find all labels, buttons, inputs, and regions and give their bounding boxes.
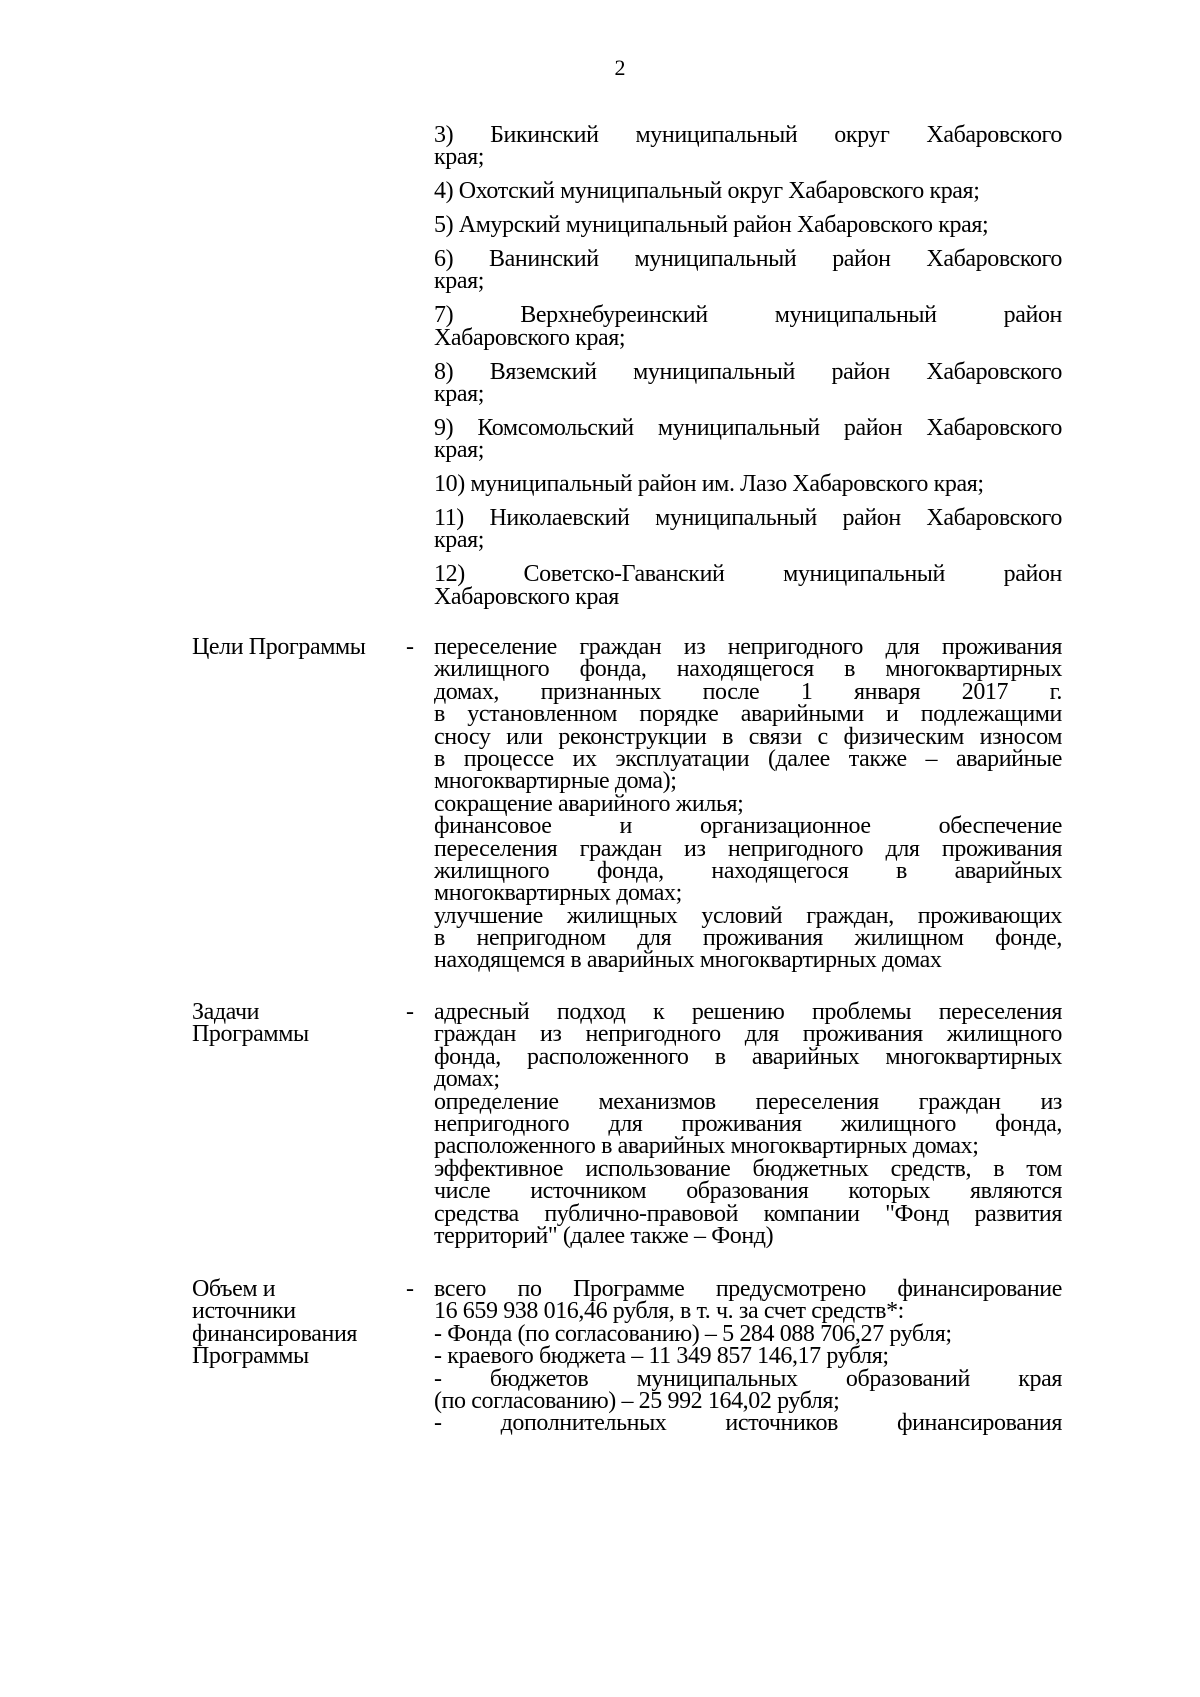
section-dash: -: [406, 1276, 414, 1302]
section-label-line: Объем и: [192, 1276, 276, 1302]
text-line: адресный подход к решению проблемы переселения: [434, 999, 1062, 1025]
page-number: 2: [614, 55, 626, 80]
paragraph: [434, 248, 1062, 293]
paragraph: [434, 563, 1062, 608]
text-line: в непригодном для проживания жилищном фонде,: [434, 925, 1062, 952]
text-line: 4) Охотский муниципальный округ Хабаровского края;: [434, 178, 980, 205]
text-line: территорий" (далее также – Фонд): [434, 1222, 774, 1249]
text-line: домах;: [434, 1066, 500, 1093]
paragraph: [434, 1155, 1062, 1249]
text-line: сокращение аварийного жилья;: [434, 790, 744, 817]
paragraph: [434, 790, 1062, 817]
paragraph: [434, 507, 1062, 552]
text-line: - бюджетов муниципальных образований края: [434, 1365, 1062, 1392]
section-dash: -: [406, 999, 414, 1025]
text-line: улучшение жилищных условий граждан, проживающих: [434, 902, 1062, 929]
text-line: всего по Программе предусмотрено финансирование: [434, 1276, 1062, 1302]
section-label-line: Программы: [192, 1343, 309, 1370]
paragraph: [434, 414, 1062, 464]
paragraph: [434, 358, 1062, 408]
text-line: расположенного в аварийных многоквартирных домах;: [434, 1133, 979, 1160]
text-line: - дополнительных источников финансирования: [434, 1410, 1062, 1437]
text-line: края;: [434, 527, 485, 554]
text-line: 16 659 938 016,46 рубля, в т. ч. за счет средств*:: [434, 1298, 904, 1325]
text-line: многоквартирные дома);: [434, 768, 677, 795]
text-line: края;: [434, 144, 485, 171]
text-line: фонда, расположенного в аварийных многоквартирных: [434, 1043, 1062, 1070]
municipalities-body: [434, 124, 1062, 620]
section-dash: -: [406, 634, 414, 660]
text-line: края;: [434, 437, 485, 464]
paragraph: [434, 1343, 1062, 1370]
section-label: [192, 636, 366, 658]
section-body: [434, 636, 1062, 972]
text-line: многоквартирных домах;: [434, 880, 682, 907]
text-line: 10) муниципальный район им. Лазо Хабаровского края;: [434, 471, 984, 498]
paragraph: [434, 304, 1062, 349]
text-line: домах, признанных после 1 января 2017 г.: [434, 678, 1062, 705]
text-line: 11) Николаевский муниципальный район Хабаровского: [434, 505, 1062, 532]
paragraph: [434, 1365, 1062, 1414]
paragraph: [434, 124, 1062, 169]
paragraph: [434, 212, 1062, 239]
text-line: - Фонда (по согласованию) – 5 284 088 706,27 рубля;: [434, 1320, 952, 1347]
text-line: 12) Советско-Гаванский муниципальный район: [434, 561, 1062, 588]
text-line: 8) Вяземский муниципальный район Хабаровского: [434, 358, 1062, 385]
text-line: жилищного фонда, находящегося в аварийных: [434, 857, 1062, 884]
text-line: в процессе их эксплуатации (далее также – аварийные: [434, 745, 1062, 772]
text-line: 6) Ванинский муниципальный район Хабаровского: [434, 246, 1062, 273]
text-line: - краевого бюджета – 11 349 857 146,17 рубля;: [434, 1343, 889, 1370]
text-line: 3) Бикинский муниципальный округ Хабаровского: [434, 122, 1062, 148]
text-line: Хабаровского края;: [434, 324, 626, 351]
section-label: [192, 1001, 309, 1046]
paragraph: [434, 902, 1062, 974]
text-line: переселение граждан из непригодного для проживания: [434, 634, 1062, 660]
paragraph: [434, 636, 1062, 793]
text-line: края;: [434, 381, 485, 408]
text-line: финансовое и организационное обеспечение: [434, 813, 1062, 840]
paragraph: [434, 1410, 1062, 1437]
text-line: (по согласованию) – 25 992 164,02 рубля;: [434, 1387, 840, 1414]
paragraph: [434, 1278, 1062, 1323]
text-line: 7) Верхнебуреинский муниципальный район: [434, 302, 1062, 329]
text-line: сносу или реконструкции в связи с физическим износом: [434, 723, 1062, 750]
text-line: в установленном порядке аварийными и подлежащими: [434, 701, 1062, 728]
text-line: 5) Амурский муниципальный район Хабаровского края;: [434, 212, 989, 239]
paragraph: [434, 815, 1062, 905]
section-body: [434, 1001, 1062, 1247]
paragraph: [434, 178, 1062, 205]
text-line: края;: [434, 268, 485, 295]
text-line: 9) Комсомольский муниципальный район Хабаровского: [434, 414, 1062, 441]
section-label-line: Цели Программы: [192, 634, 366, 660]
paragraph: [434, 1001, 1062, 1091]
section-body: [434, 1278, 1062, 1435]
paragraph: [434, 471, 1062, 498]
text-line: эффективное использование бюджетных средств, в том: [434, 1155, 1062, 1182]
text-line: средства публично-правовой компании "Фонд развития: [434, 1200, 1062, 1227]
text-line: жилищного фонда, находящегося в многоквартирных: [434, 656, 1062, 683]
section-label-line: финансирования: [192, 1320, 358, 1347]
section-label-line: Задачи: [192, 999, 260, 1025]
text-line: непригодного для проживания жилищного фонда,: [434, 1110, 1062, 1137]
text-line: числе источником образования которых являются: [434, 1178, 1062, 1205]
section-label: [192, 1278, 357, 1368]
text-line: находящемся в аварийных многоквартирных домах: [434, 947, 942, 974]
section-label-line: источники: [192, 1298, 296, 1325]
text-line: граждан из непригодного для проживания жилищного: [434, 1021, 1062, 1048]
text-line: определение механизмов переселения граждан из: [434, 1088, 1062, 1115]
text-line: переселения граждан из непригодного для проживания: [434, 835, 1062, 862]
paragraph: [434, 1088, 1062, 1160]
section-label-line: Программы: [192, 1021, 309, 1048]
text-line: Хабаровского края: [434, 583, 619, 610]
paragraph: [434, 1320, 1062, 1347]
